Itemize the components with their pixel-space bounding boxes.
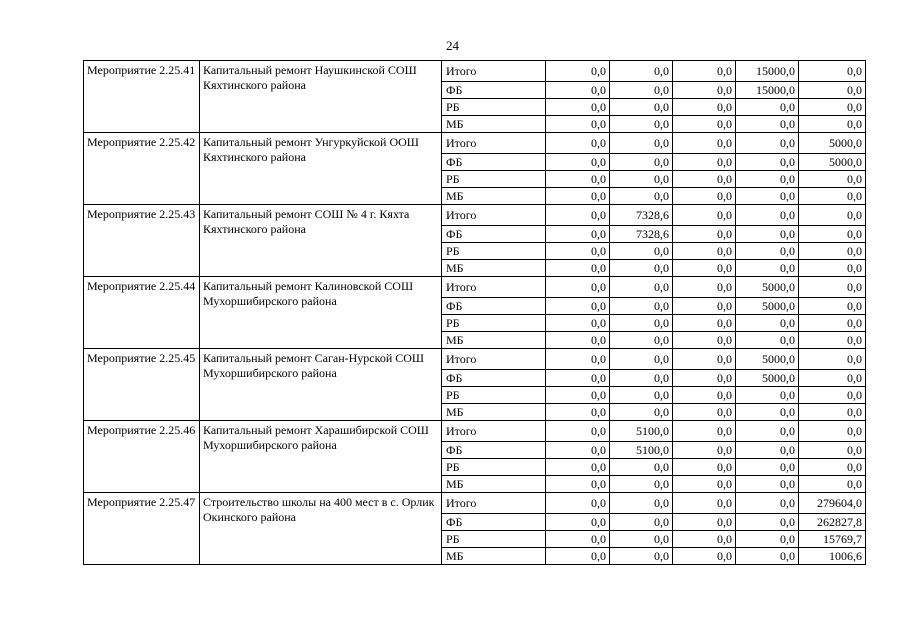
amount-cell: 0,0 <box>546 154 610 171</box>
amount-cell: 0,0 <box>546 404 610 421</box>
amount-cell: 0,0 <box>546 531 610 548</box>
funding-source: ФБ <box>442 298 546 315</box>
amount-cell: 0,0 <box>799 171 866 188</box>
amount-cell: 0,0 <box>799 476 866 493</box>
amount-cell: 0,0 <box>736 188 799 205</box>
amount-cell: 0,0 <box>673 226 736 243</box>
amount-cell: 5100,0 <box>610 421 673 442</box>
amount-cell: 0,0 <box>673 514 736 531</box>
amount-cell: 0,0 <box>673 243 736 260</box>
amount-cell: 0,0 <box>673 442 736 459</box>
amount-cell: 5100,0 <box>610 442 673 459</box>
amount-cell: 0,0 <box>736 205 799 226</box>
event-name: Капитальный ремонт Харашибирской СОШ Мухоршибирского района <box>200 421 442 493</box>
amount-cell: 0,0 <box>799 243 866 260</box>
funding-source: ФБ <box>442 370 546 387</box>
amount-cell: 0,0 <box>546 370 610 387</box>
funding-source: МБ <box>442 116 546 133</box>
amount-cell: 0,0 <box>546 349 610 370</box>
funding-source: МБ <box>442 260 546 277</box>
amount-cell: 0,0 <box>546 421 610 442</box>
amount-cell: 0,0 <box>673 459 736 476</box>
amount-cell: 0,0 <box>799 442 866 459</box>
amount-cell: 0,0 <box>546 260 610 277</box>
amount-cell: 0,0 <box>736 476 799 493</box>
funding-source: МБ <box>442 188 546 205</box>
funding-source: РБ <box>442 531 546 548</box>
amount-cell: 0,0 <box>610 476 673 493</box>
amount-cell: 7328,6 <box>610 205 673 226</box>
amount-cell: 0,0 <box>610 188 673 205</box>
amount-cell: 0,0 <box>736 548 799 565</box>
amount-cell: 0,0 <box>546 61 610 82</box>
event-label: Мероприятие 2.25.42 <box>84 133 200 205</box>
amount-cell: 0,0 <box>673 404 736 421</box>
amount-cell: 0,0 <box>673 188 736 205</box>
amount-cell: 0,0 <box>673 99 736 116</box>
amount-cell: 0,0 <box>546 171 610 188</box>
amount-cell: 0,0 <box>799 82 866 99</box>
event-label: Мероприятие 2.25.41 <box>84 61 200 133</box>
funding-source: МБ <box>442 476 546 493</box>
budget-table <box>83 60 866 565</box>
funding-source: Итого <box>442 205 546 226</box>
event-name: Капитальный ремонт Калиновской СОШ Мухоршибирского района <box>200 277 442 349</box>
event-name: Строительство школы на 400 мест в с. Орлик Окинского района <box>200 493 442 565</box>
amount-cell: 262827,8 <box>799 514 866 531</box>
funding-source: Итого <box>442 277 546 298</box>
amount-cell: 0,0 <box>546 243 610 260</box>
event-name: Капитальный ремонт Саган-Нурской СОШ Мухоршибирского района <box>200 349 442 421</box>
amount-cell: 0,0 <box>610 243 673 260</box>
amount-cell: 0,0 <box>736 315 799 332</box>
amount-cell: 0,0 <box>673 154 736 171</box>
table-row <box>84 349 866 370</box>
table-row <box>84 421 866 442</box>
amount-cell: 5000,0 <box>736 298 799 315</box>
event-name: Капитальный ремонт Унгуркуйской ООШ Кяхтинского района <box>200 133 442 205</box>
event-label: Мероприятие 2.25.46 <box>84 421 200 493</box>
amount-cell: 0,0 <box>610 315 673 332</box>
funding-source: ФБ <box>442 82 546 99</box>
amount-cell: 0,0 <box>673 332 736 349</box>
amount-cell: 0,0 <box>799 404 866 421</box>
amount-cell: 0,0 <box>736 387 799 404</box>
amount-cell: 0,0 <box>799 188 866 205</box>
amount-cell: 0,0 <box>673 493 736 514</box>
amount-cell: 0,0 <box>736 493 799 514</box>
amount-cell: 0,0 <box>799 421 866 442</box>
amount-cell: 0,0 <box>673 387 736 404</box>
amount-cell: 0,0 <box>736 260 799 277</box>
amount-cell: 5000,0 <box>799 154 866 171</box>
amount-cell: 0,0 <box>610 298 673 315</box>
amount-cell: 0,0 <box>799 99 866 116</box>
amount-cell: 0,0 <box>673 260 736 277</box>
amount-cell: 0,0 <box>546 315 610 332</box>
table-row <box>84 61 866 82</box>
amount-cell: 0,0 <box>610 82 673 99</box>
event-label: Мероприятие 2.25.44 <box>84 277 200 349</box>
amount-cell: 0,0 <box>799 315 866 332</box>
amount-cell: 0,0 <box>546 205 610 226</box>
amount-cell: 0,0 <box>673 116 736 133</box>
amount-cell: 0,0 <box>546 459 610 476</box>
funding-source: РБ <box>442 243 546 260</box>
amount-cell: 0,0 <box>736 243 799 260</box>
amount-cell: 0,0 <box>736 459 799 476</box>
amount-cell: 0,0 <box>610 133 673 154</box>
amount-cell: 7328,6 <box>610 226 673 243</box>
amount-cell: 0,0 <box>736 226 799 243</box>
amount-cell: 0,0 <box>736 514 799 531</box>
amount-cell: 0,0 <box>546 116 610 133</box>
amount-cell: 0,0 <box>673 205 736 226</box>
amount-cell: 0,0 <box>673 133 736 154</box>
funding-source: МБ <box>442 548 546 565</box>
table-row <box>84 133 866 154</box>
amount-cell: 0,0 <box>736 531 799 548</box>
amount-cell: 5000,0 <box>736 349 799 370</box>
funding-source: МБ <box>442 404 546 421</box>
amount-cell: 0,0 <box>736 442 799 459</box>
amount-cell: 0,0 <box>546 99 610 116</box>
event-label: Мероприятие 2.25.47 <box>84 493 200 565</box>
amount-cell: 0,0 <box>736 133 799 154</box>
amount-cell: 15000,0 <box>736 82 799 99</box>
amount-cell: 0,0 <box>546 332 610 349</box>
amount-cell: 0,0 <box>673 315 736 332</box>
amount-cell: 15000,0 <box>736 61 799 82</box>
amount-cell: 0,0 <box>610 61 673 82</box>
amount-cell: 0,0 <box>673 82 736 99</box>
amount-cell: 0,0 <box>610 116 673 133</box>
amount-cell: 0,0 <box>799 277 866 298</box>
amount-cell: 0,0 <box>546 133 610 154</box>
amount-cell: 0,0 <box>610 548 673 565</box>
amount-cell: 0,0 <box>799 116 866 133</box>
table-row <box>84 493 866 514</box>
amount-cell: 0,0 <box>736 332 799 349</box>
funding-source: ФБ <box>442 226 546 243</box>
amount-cell: 0,0 <box>736 421 799 442</box>
amount-cell: 0,0 <box>610 277 673 298</box>
funding-source: РБ <box>442 459 546 476</box>
funding-source: РБ <box>442 315 546 332</box>
funding-source: ФБ <box>442 442 546 459</box>
funding-source: МБ <box>442 332 546 349</box>
amount-cell: 0,0 <box>799 226 866 243</box>
amount-cell: 0,0 <box>799 205 866 226</box>
amount-cell: 5000,0 <box>736 277 799 298</box>
amount-cell: 0,0 <box>799 387 866 404</box>
table-row <box>84 205 866 226</box>
amount-cell: 0,0 <box>799 260 866 277</box>
amount-cell: 0,0 <box>673 277 736 298</box>
page-number: 24 <box>446 38 459 53</box>
event-label: Мероприятие 2.25.45 <box>84 349 200 421</box>
amount-cell: 0,0 <box>736 116 799 133</box>
event-label: Мероприятие 2.25.43 <box>84 205 200 277</box>
amount-cell: 0,0 <box>610 493 673 514</box>
amount-cell: 0,0 <box>736 404 799 421</box>
funding-source: Итого <box>442 349 546 370</box>
event-name: Капитальный ремонт СОШ № 4 г. Кяхта Кяхтинского района <box>200 205 442 277</box>
amount-cell: 0,0 <box>610 99 673 116</box>
funding-source: Итого <box>442 493 546 514</box>
amount-cell: 0,0 <box>673 421 736 442</box>
amount-cell: 0,0 <box>736 171 799 188</box>
funding-source: РБ <box>442 99 546 116</box>
amount-cell: 0,0 <box>673 531 736 548</box>
amount-cell: 0,0 <box>736 154 799 171</box>
amount-cell: 0,0 <box>546 387 610 404</box>
amount-cell: 0,0 <box>799 332 866 349</box>
amount-cell: 0,0 <box>799 459 866 476</box>
amount-cell: 0,0 <box>546 277 610 298</box>
amount-cell: 279604,0 <box>799 493 866 514</box>
amount-cell: 0,0 <box>610 370 673 387</box>
amount-cell: 0,0 <box>546 188 610 205</box>
funding-source: РБ <box>442 171 546 188</box>
table-body <box>84 61 866 565</box>
amount-cell: 0,0 <box>610 404 673 421</box>
amount-cell: 0,0 <box>610 459 673 476</box>
amount-cell: 0,0 <box>673 476 736 493</box>
amount-cell: 0,0 <box>673 370 736 387</box>
amount-cell: 0,0 <box>610 387 673 404</box>
table-row <box>84 277 866 298</box>
funding-source: Итого <box>442 133 546 154</box>
amount-cell: 0,0 <box>610 514 673 531</box>
amount-cell: 0,0 <box>610 349 673 370</box>
amount-cell: 0,0 <box>799 370 866 387</box>
amount-cell: 0,0 <box>799 61 866 82</box>
funding-source: Итого <box>442 421 546 442</box>
funding-source: ФБ <box>442 154 546 171</box>
amount-cell: 5000,0 <box>799 133 866 154</box>
amount-cell: 0,0 <box>546 442 610 459</box>
amount-cell: 0,0 <box>673 298 736 315</box>
funding-source: ФБ <box>442 514 546 531</box>
amount-cell: 0,0 <box>546 298 610 315</box>
amount-cell: 0,0 <box>546 82 610 99</box>
amount-cell: 0,0 <box>546 493 610 514</box>
amount-cell: 0,0 <box>673 349 736 370</box>
amount-cell: 0,0 <box>673 171 736 188</box>
amount-cell: 0,0 <box>610 332 673 349</box>
amount-cell: 0,0 <box>546 476 610 493</box>
amount-cell: 0,0 <box>546 548 610 565</box>
amount-cell: 0,0 <box>736 99 799 116</box>
funding-source: Итого <box>442 61 546 82</box>
amount-cell: 0,0 <box>673 548 736 565</box>
amount-cell: 0,0 <box>610 260 673 277</box>
amount-cell: 0,0 <box>610 531 673 548</box>
amount-cell: 0,0 <box>799 298 866 315</box>
amount-cell: 0,0 <box>546 226 610 243</box>
amount-cell: 0,0 <box>610 154 673 171</box>
event-name: Капитальный ремонт Наушкинской СОШ Кяхтинского района <box>200 61 442 133</box>
amount-cell: 1006,6 <box>799 548 866 565</box>
amount-cell: 0,0 <box>546 514 610 531</box>
amount-cell: 15769,7 <box>799 531 866 548</box>
funding-source: РБ <box>442 387 546 404</box>
amount-cell: 0,0 <box>610 171 673 188</box>
amount-cell: 5000,0 <box>736 370 799 387</box>
amount-cell: 0,0 <box>799 349 866 370</box>
amount-cell: 0,0 <box>673 61 736 82</box>
